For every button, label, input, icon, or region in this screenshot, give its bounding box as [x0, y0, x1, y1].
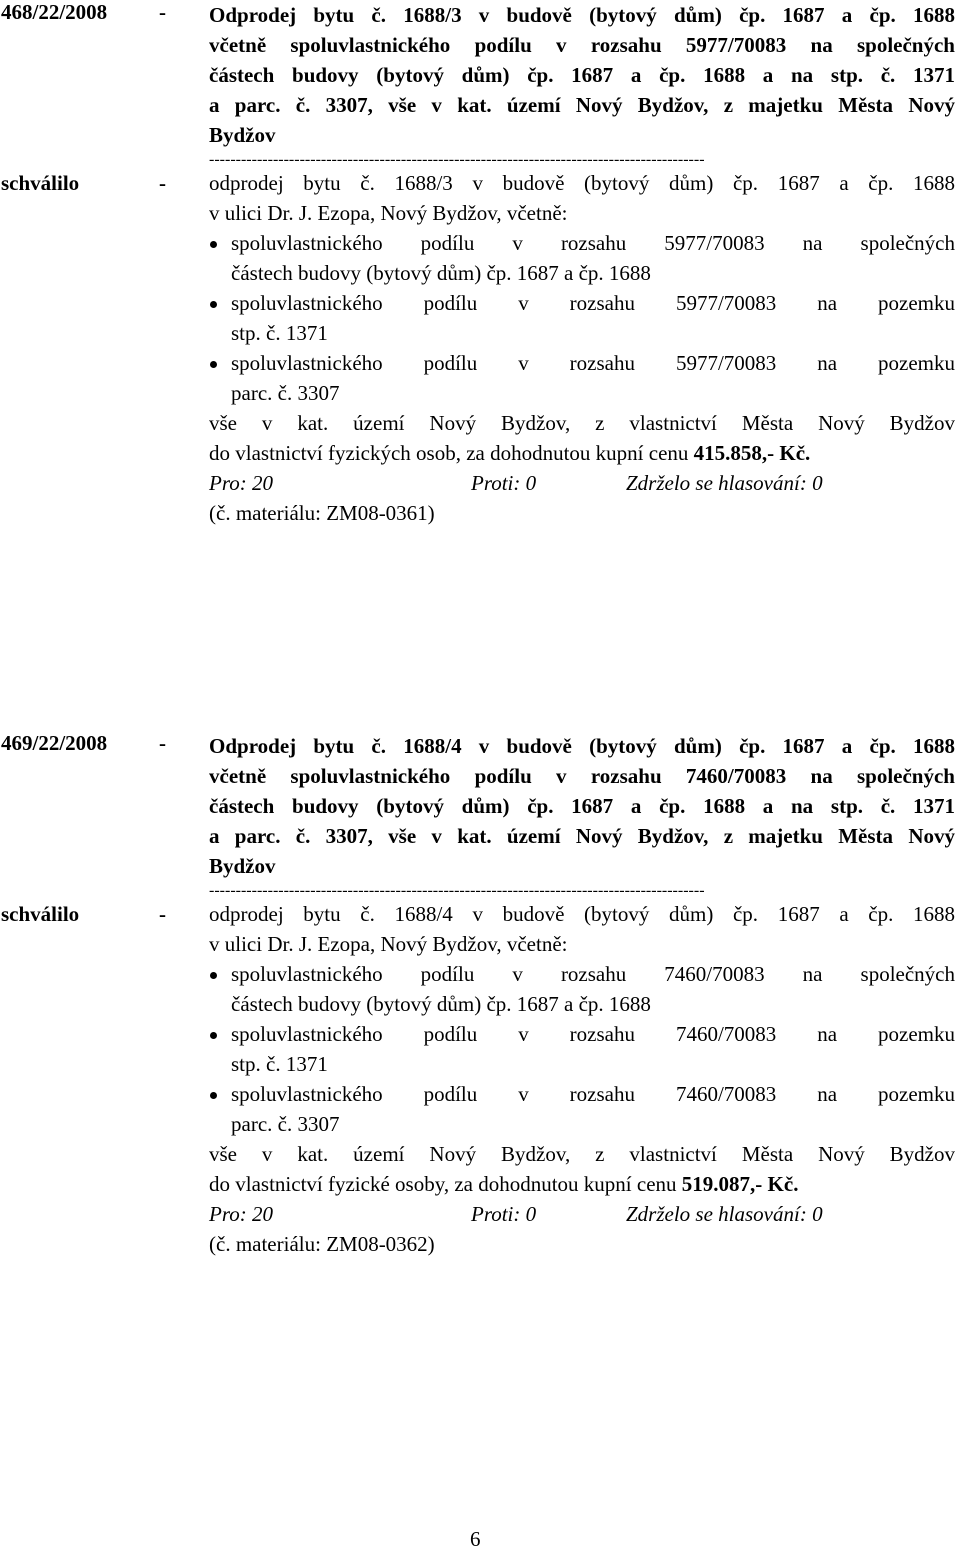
separator-line: --------------------------------------------------------------------------------------------- [209, 883, 705, 899]
vote-pro: Pro: 20 [209, 471, 273, 495]
title-line: Odprodej bytu č. 1688/4 v budově (bytový dům) čp. 1687 a čp. 1688 [209, 734, 955, 758]
approved-label: schválilo [1, 902, 80, 926]
vote-abstain: Zdrželo se hlasování: 0 [626, 471, 823, 495]
closing-line: vše v kat. území Nový Bydžov, z vlastnictví Města Nový Bydžov [209, 411, 955, 435]
resolution-header [0, 0, 960, 168]
resolution-number: 468/22/2008 [1, 0, 108, 24]
title-line: včetně spoluvlastnického podílu v rozsahu 7460/70083 na společných [209, 764, 955, 788]
vote-proti: Proti: 0 [471, 471, 537, 495]
title-line: a parc. č. 3307, vše v kat. území Nový Bydžov, z majetku Města Nový [209, 824, 955, 848]
price: 415.858,- Kč. [693, 441, 811, 465]
price: 519.087,- Kč. [681, 1172, 799, 1196]
closing-line: vše v kat. území Nový Bydžov, z vlastnictví Města Nový Bydžov [209, 1142, 955, 1166]
list-item: spoluvlastnického podílu v rozsahu 7460/70083 na pozemku parc. č. 3307 [209, 1079, 955, 1139]
approved-section [0, 899, 960, 1259]
vote-pro: Pro: 20 [209, 1202, 273, 1226]
resolution-header [0, 731, 960, 899]
title-line: částech budovy (bytový dům) čp. 1687 a čp. 1688 a na stp. č. 1371 [209, 794, 955, 818]
approved-intro: odprodej bytu č. 1688/4 v budově (bytový dům) čp. 1687 a čp. 1688 [209, 902, 955, 926]
closing-line: do vlastnictví fyzické osoby, za dohodnutou kupní cenu 519.087,- Kč. [209, 1172, 799, 1196]
material-reference: (č. materiálu: ZM08-0362) [209, 1232, 435, 1256]
vote-proti: Proti: 0 [471, 1202, 537, 1226]
title-line: Bydžov [209, 123, 276, 147]
approved-intro: v ulici Dr. J. Ezopa, Nový Bydžov, včetně: [209, 932, 568, 956]
list-item: spoluvlastnického podílu v rozsahu 5977/70083 na pozemku parc. č. 3307 [209, 348, 955, 408]
approved-intro: v ulici Dr. J. Ezopa, Nový Bydžov, včetně: [209, 201, 568, 225]
resolution-block [0, 731, 960, 1259]
resolution-block [0, 0, 960, 528]
vote-result [209, 1199, 955, 1229]
vote-abstain: Zdrželo se hlasování: 0 [626, 1202, 823, 1226]
list-item: spoluvlastnického podílu v rozsahu 5977/70083 na pozemku stp. č. 1371 [209, 288, 955, 348]
approved-dash: - [159, 171, 166, 195]
title-line: Odprodej bytu č. 1688/3 v budově (bytový dům) čp. 1687 a čp. 1688 [209, 3, 955, 27]
share-list [209, 228, 955, 408]
resolution-dash: - [159, 0, 166, 24]
approved-section [0, 168, 960, 528]
title-line: včetně spoluvlastnického podílu v rozsahu 5977/70083 na společných [209, 33, 955, 57]
approved-dash: - [159, 902, 166, 926]
title-line: a parc. č. 3307, vše v kat. území Nový Bydžov, z majetku Města Nový [209, 93, 955, 117]
page-number: 6 [470, 1527, 481, 1551]
approved-label: schválilo [1, 171, 80, 195]
material-reference: (č. materiálu: ZM08-0361) [209, 501, 435, 525]
resolution-number: 469/22/2008 [1, 731, 108, 755]
resolution-title [209, 731, 955, 881]
vote-result [209, 468, 955, 498]
resolution-dash: - [159, 731, 166, 755]
approved-intro: odprodej bytu č. 1688/3 v budově (bytový dům) čp. 1687 a čp. 1688 [209, 171, 955, 195]
title-line: částech budovy (bytový dům) čp. 1687 a čp. 1688 a na stp. č. 1371 [209, 63, 955, 87]
title-line: Bydžov [209, 854, 276, 878]
resolution-title [209, 0, 955, 150]
list-item: spoluvlastnického podílu v rozsahu 7460/70083 na společných částech budovy (bytový dům) čp. 1687 a čp. 1688 [209, 959, 955, 1019]
list-item: spoluvlastnického podílu v rozsahu 5977/70083 na společných částech budovy (bytový dům) čp. 1687 a čp. 1688 [209, 228, 955, 288]
share-list [209, 959, 955, 1139]
closing-line: do vlastnictví fyzických osob, za dohodnutou kupní cenu 415.858,- Kč. [209, 441, 811, 465]
separator-line: --------------------------------------------------------------------------------------------- [209, 152, 705, 168]
list-item: spoluvlastnického podílu v rozsahu 7460/70083 na pozemku stp. č. 1371 [209, 1019, 955, 1079]
